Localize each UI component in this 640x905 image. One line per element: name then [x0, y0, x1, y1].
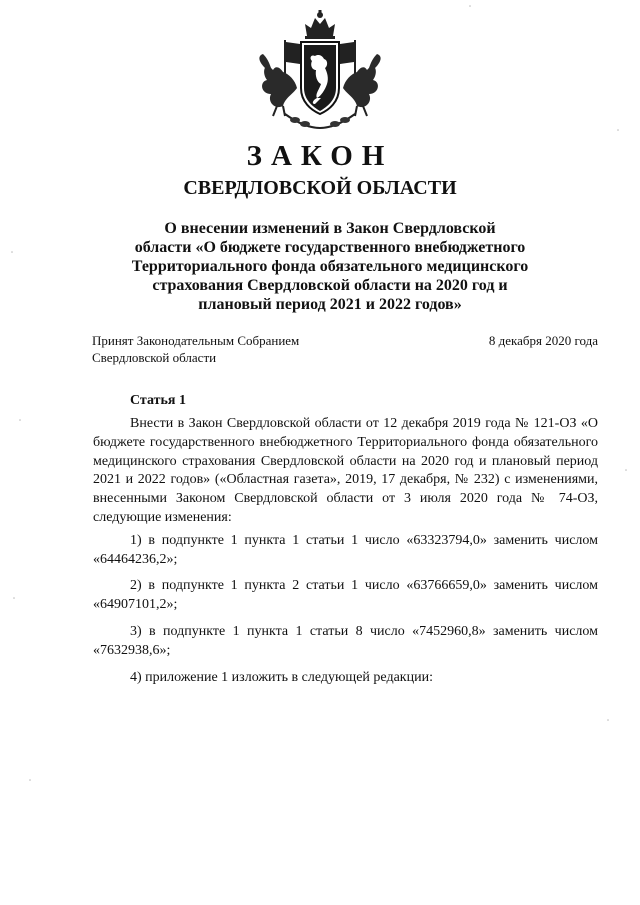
law-heading [100, 219, 560, 314]
article-title: Статья 1 [130, 393, 186, 408]
article-item: 1) в подпункте 1 пункта 1 статьи 1 число «63323794,0» заменить числом «64464236,2»; [93, 532, 598, 567]
law-heading-line: области «О бюджете государственного внебюджетного [134, 239, 526, 256]
law-heading-line: Территориального фонда обязательного медицинского [131, 258, 529, 275]
coat-of-arms-emblem [255, 10, 385, 132]
shield-icon [301, 42, 339, 114]
article-intro-paragraph: Внести в Закон Свердловской области от 12 декабря 2019 года № 121-ОЗ «О бюджете государственного внебюджетного Территориального фонда обязательного медицинского страхования Свердловской области на 2020 год и плановый период 2021 и 2022 годов» («Областная газета», 2019, 17 декабря, № 232) с изменениями, внесенными Законом Свердловской области от 3 июля 2020 года № 74-ОЗ, следующие изменения: [93, 416, 598, 525]
law-heading-line: плановый период 2021 и 2022 годов» [198, 296, 462, 313]
crown-icon [305, 10, 335, 39]
left-griffin-icon [259, 54, 297, 116]
right-griffin-icon [343, 54, 381, 116]
branches-icon [285, 114, 355, 128]
article-item: 4) приложение 1 изложить в следующей редакции: [130, 669, 433, 685]
article-item: 3) в подпункте 1 пункта 1 статьи 8 число «7452960,8» заменить числом «7632938,6»; [93, 623, 598, 658]
adoption-line-1: Принят Законодательным Собранием [92, 333, 300, 348]
document-title: ЗАКОН [246, 140, 394, 172]
article-body [93, 415, 598, 695]
article-item: 2) в подпункте 1 пункта 2 статьи 1 число «63766659,0» заменить числом «64907101,2»; [93, 578, 598, 613]
document-subtitle: СВЕРДЛОВСКОЙ ОБЛАСТИ [183, 177, 457, 199]
adoption-line-2: Свердловской области [92, 350, 217, 365]
adoption-date: 8 декабря 2020 года [488, 333, 598, 348]
law-heading-line: О внесении изменений в Закон Свердловской [164, 220, 496, 237]
law-heading-line: страхования Свердловской области на 2020 год и [152, 277, 508, 294]
adoption-note [92, 332, 299, 366]
